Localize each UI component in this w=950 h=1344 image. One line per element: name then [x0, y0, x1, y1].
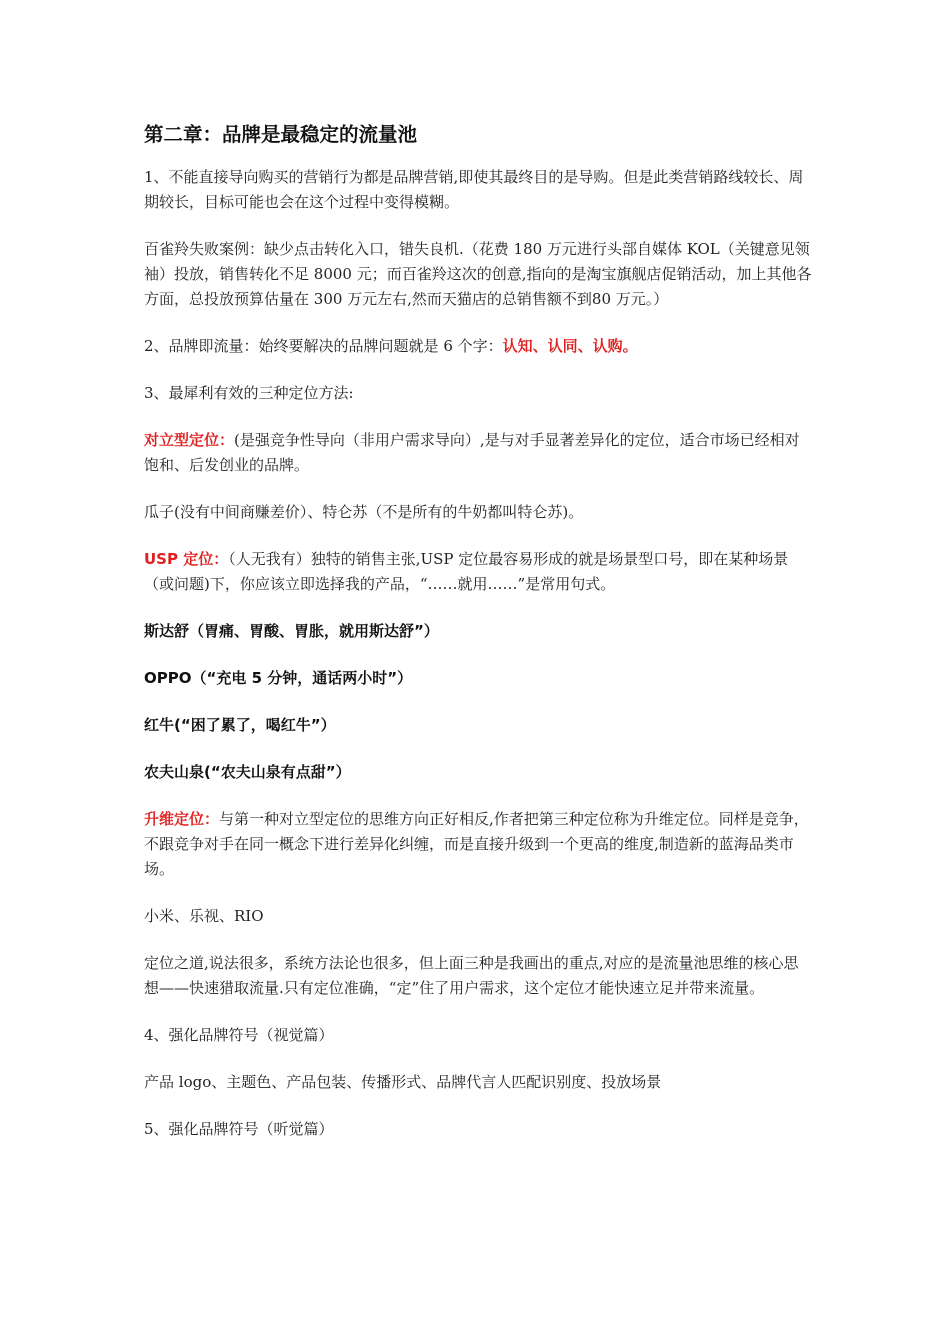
paragraph-positioning-methods: 3、最犀利有效的三种定位方法:	[144, 384, 354, 402]
dimension-positioning-label: 升维定位：	[144, 810, 220, 828]
usp-positioning-label: USP 定位：	[144, 550, 229, 568]
example-slogan: 斯达舒（胃痛、胃酸、胃胀，就用斯达舒”）	[144, 622, 439, 640]
highlight-keywords: 认知、认同、认购。	[502, 337, 638, 355]
paragraph-dimension-positioning	[144, 807, 812, 882]
paragraph-opposition-examples: 瓜子(没有中间商赚差价）、特仑苏（不是所有的牛奶都叫特仑苏)。	[144, 503, 584, 521]
paragraph-visual-symbol-items: 产品 logo、主题色、产品包装、传播形式、品牌代言人匹配识别度、投放场景	[144, 1073, 662, 1091]
paragraph-visual-symbol-heading: 4、强化品牌符号（视觉篇）	[144, 1026, 334, 1044]
example-slogan: 农夫山泉(“农夫山泉有点甜”）	[144, 763, 351, 781]
dimension-positioning-text: 与第一种对立型定位的思维方向正好相反,作者把第三种定位称为升维定位。同样是竞争，不跟竞争对手在同一概念下进行差异化纠缠，而是直接升级到一个更高的维度,制造新的蓝海品类市场。	[144, 810, 809, 878]
paragraph-opposition-positioning	[144, 428, 812, 478]
paragraph-brand-traffic-text: 2、品牌即流量：始终要解决的品牌问题就是 6 个字：	[144, 337, 503, 355]
paragraph-dimension-examples: 小米、乐视、RIO	[144, 907, 264, 925]
chapter-title: 第二章：品牌是最稳定的流量池	[144, 123, 418, 146]
paragraph-brand-traffic	[144, 334, 812, 359]
paragraph-positioning-summary: 定位之道,说法很多，系统方法论也很多，但上面三种是我画出的重点,对应的是流量池思维的核心思想——快速猎取流量.只有定位准确，“定”住了用户需求，这个定位才能快速立足并带来流量。	[144, 954, 799, 997]
usp-positioning-text: （人无我有）独特的销售主张,USP 定位最容易形成的就是场景型口号，即在某种场景（或问题)下，你应该立即选择我的产品，“……就用……”是常用句式。	[144, 550, 789, 593]
paragraph-audio-symbol-heading: 5、强化品牌符号（听觉篇）	[144, 1120, 334, 1138]
paragraph-1: 1、不能直接导向购买的营销行为都是品牌营销,即使其最终目的是导购。但是此类营销路线较长、周期较长，目标可能也会在这个过程中变得模糊。	[144, 168, 804, 211]
example-slogan: OPPO（“充电 5 分钟，通话两小时”）	[144, 669, 413, 687]
paragraph-usp-positioning	[144, 547, 812, 597]
opposition-positioning-label: 对立型定位：	[144, 431, 235, 449]
document-page	[144, 120, 812, 1164]
opposition-positioning-text: (是强竞争性导向（非用户需求导向）,是与对手显著差异化的定位，适合市场已经相对饱和、后发创业的品牌。	[144, 431, 800, 474]
paragraph-case-study: 百雀羚失败案例：缺少点击转化入口，错失良机.（花费 180 万元进行头部自媒体 KOL（关键意见领袖）投放，销售转化不足 8000 元；而百雀羚这次的创意,指向的是淘宝旗舰店促销活动，加上其他各方面，总投放预算估量在 300 万元左右,然而天猫店的总销售额不到80 万元。）	[144, 240, 812, 308]
example-slogan: 红牛(“困了累了，喝红牛”）	[144, 716, 336, 734]
